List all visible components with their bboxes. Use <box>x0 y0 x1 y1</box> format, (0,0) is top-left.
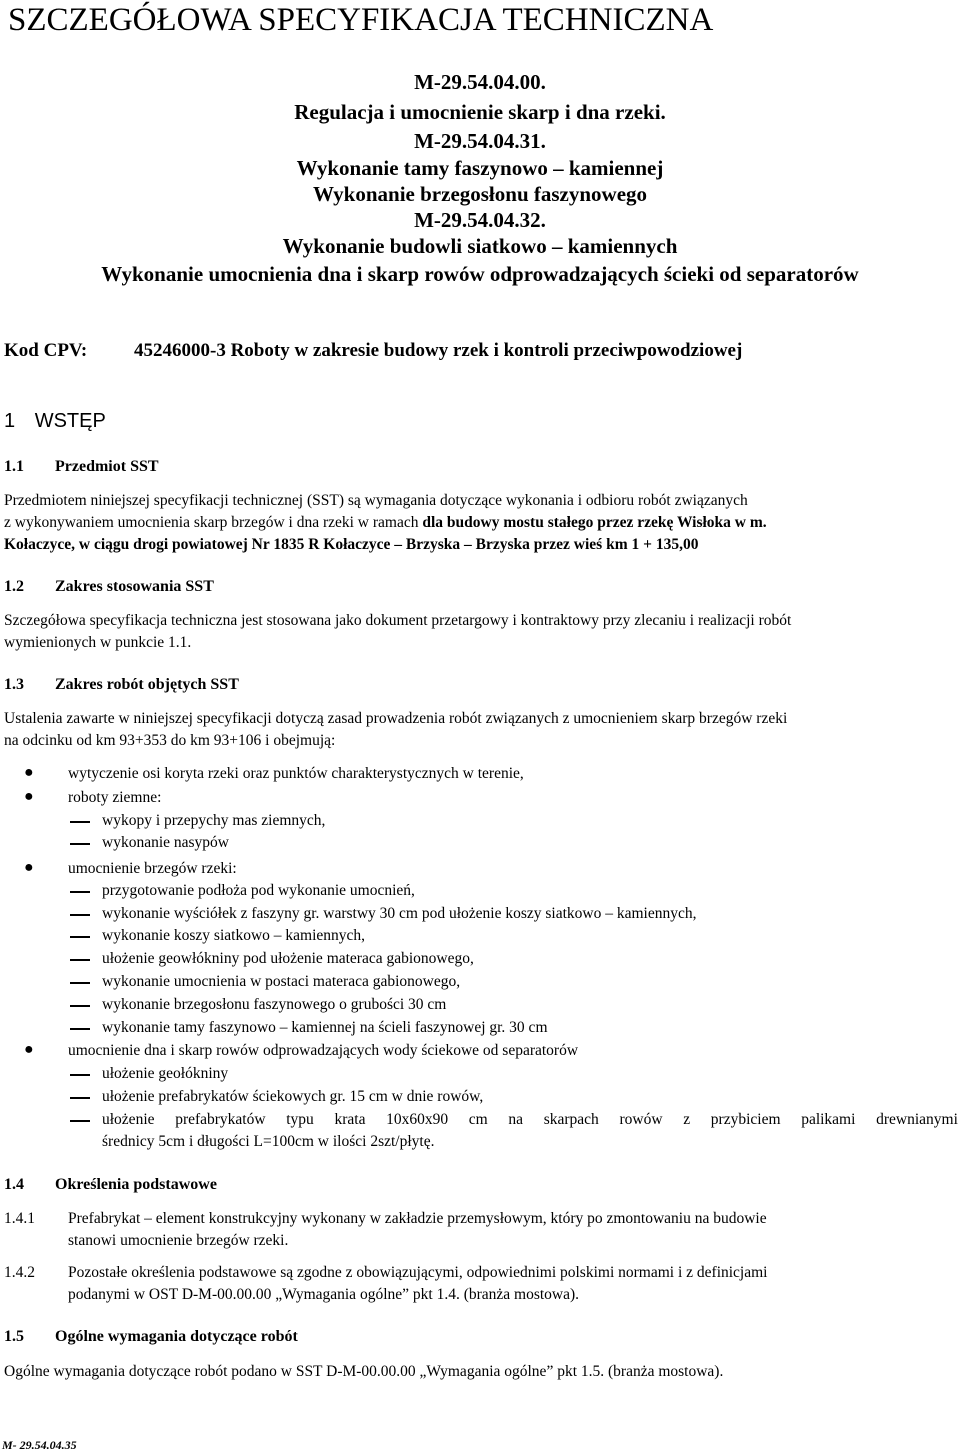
sub-list-item: ułożenie prefabrykatów ściekowych gr. 15 cm w dnie rowów, <box>102 1088 484 1105</box>
sub-list-item: wykonanie koszy siatkowo – kamiennych, <box>102 927 366 944</box>
word: skarpach <box>543 1111 599 1128</box>
word: ułożenie <box>102 1111 155 1128</box>
bullet-icon: ● <box>24 1041 34 1058</box>
text-line: na odcinku od km 93+353 do km 93+106 i obejmują: <box>4 732 336 749</box>
sub-list-item-continuation: średnicy 5cm i długości L=100cm w ilości 2szt/płytę. <box>102 1133 435 1150</box>
dash-icon <box>70 982 90 984</box>
heading-title-2b: Wykonanie brzegosłonu faszynowego <box>312 182 648 206</box>
text-line: Ogólne wymagania dotyczące robót podano w SST D-M-00.00.00 „Wymagania ogólne” pkt 1.5. (branża mostowa). <box>4 1363 724 1380</box>
dash-icon <box>70 1120 90 1122</box>
text-line: Przedmiotem niniejszej specyfikacji technicznej (SST) są wymagania dotyczące wykonania i odbioru robót związanych <box>4 492 748 509</box>
section-number: 1.5 <box>4 1328 24 1345</box>
bullet-icon: ● <box>24 859 34 876</box>
s1-1-paragraph <box>4 490 958 556</box>
section-1-2-heading <box>4 578 504 600</box>
heading-title-2a: Wykonanie tamy faszynowo – kamiennej <box>296 156 664 180</box>
section-title: Przedmiot SST <box>55 458 159 475</box>
bullet-icon: ● <box>24 788 34 805</box>
heading-title-3a: Wykonanie budowli siatkowo – kamiennych <box>282 234 678 258</box>
sub-list-item: wykonanie brzegosłonu faszynowego o grubości 30 cm <box>102 996 447 1013</box>
word: rowów <box>619 1111 663 1128</box>
section-number: 1.1 <box>4 458 24 475</box>
text-line: Ustalenia zawarte w niniejszej specyfikacji dotyczą zasad prowadzenia robót związanych z umocnieniem skarp brzegów rzeki <box>4 710 788 727</box>
text-bold: dla budowy mostu stałego przez rzekę Wisłoka w m. <box>422 514 767 531</box>
section-number: 1 <box>4 410 16 432</box>
section-title: WSTĘP <box>34 410 106 432</box>
definition-text: podanymi w OST D-M-00.00.00 „Wymagania ogólne” pkt 1.4. (branża mostowa). <box>68 1286 580 1303</box>
bullet-icon: ● <box>24 764 34 781</box>
definition-number: 1.4.2 <box>4 1264 35 1281</box>
text-line: wymienionych w punkcie 1.1. <box>4 634 192 651</box>
page-footer: M- 29.54.04.35 <box>2 1438 77 1452</box>
dash-icon <box>70 936 90 938</box>
section-1-heading <box>4 410 106 433</box>
sub-list-item: wykonanie tamy faszynowo – kamiennej na ścieli faszynowej gr. 30 cm <box>102 1019 548 1036</box>
text-line <box>4 512 958 534</box>
heading-title-3b: Wykonanie umocnienia dna i skarp rowów odprowadzających ścieki od separatorów <box>101 262 859 286</box>
definition-text: Prefabrykat – element konstrukcyjny wykonany w zakładzie przemysłowym, który po zmontowaniu na budowie <box>68 1210 767 1227</box>
definition-number: 1.4.1 <box>4 1210 35 1227</box>
sub-list-item: wykopy i przepychy mas ziemnych, <box>102 812 326 829</box>
section-title: Zakres stosowania SST <box>55 578 214 595</box>
list-item: wytyczenie osi koryta rzeki oraz punktów charakterystycznych w terenie, <box>68 765 524 782</box>
cpv-value: 45246000-3 Roboty w zakresie budowy rzek i kontroli przeciwpowodziowej <box>134 340 743 361</box>
text-line: Kołaczyce, w ciągu drogi powiatowej Nr 1835 R Kołaczyce – Brzyska – Brzyska przez wieś km 1 + 135,00 <box>4 536 699 553</box>
cpv-label: Kod CPV: <box>4 340 88 361</box>
section-1-4-heading <box>4 1176 504 1198</box>
word: typu <box>286 1111 314 1128</box>
sub-list-item: ułożenie geołókniny <box>102 1065 229 1082</box>
sub-list-item: wykonanie umocnienia w postaci materaca gabionowego, <box>102 973 461 990</box>
dash-icon <box>70 1028 90 1030</box>
heading-code-2: M-29.54.04.31. <box>414 129 546 153</box>
word: krata <box>334 1111 366 1128</box>
sub-list-item: ułożenie geowłókniny pod ułożenie materaca gabionowego, <box>102 950 474 967</box>
dash-icon <box>70 959 90 961</box>
section-title: Określenia podstawowe <box>55 1176 217 1193</box>
heading-title-1: Regulacja i umocnienie skarp i dna rzeki. <box>294 100 666 124</box>
word: przybiciem <box>710 1111 781 1128</box>
word: palikami <box>801 1111 856 1128</box>
dash-icon <box>70 821 90 823</box>
list-item: roboty ziemne: <box>68 789 162 806</box>
word: na <box>508 1111 524 1128</box>
word: 10x60x90 <box>386 1111 449 1128</box>
section-number: 1.2 <box>4 578 24 595</box>
sub-list-item <box>102 1109 958 1131</box>
section-1-1-heading <box>4 458 504 480</box>
dash-icon <box>70 914 90 916</box>
definition-text: stanowi umocnienie brzegów rzeki. <box>68 1232 289 1249</box>
dash-icon <box>70 1005 90 1007</box>
list-item: umocnienie dna i skarp rowów odprowadzających wody ściekowe od separatorów <box>68 1042 579 1059</box>
dash-icon <box>70 891 90 893</box>
dash-icon <box>70 843 90 845</box>
section-title: Zakres robót objętych SST <box>55 676 239 693</box>
section-1-3-heading <box>4 676 504 698</box>
section-number: 1.4 <box>4 1176 24 1193</box>
text-line: Szczegółowa specyfikacja techniczna jest stosowana jako dokument przetargowy i kontraktowy przy zlecaniu i realizacji robót <box>4 612 792 629</box>
list-item: umocnienie brzegów rzeki: <box>68 860 237 877</box>
document-title: SZCZEGÓŁOWA SPECYFIKACJA TECHNICZNA <box>8 2 714 38</box>
justified-line <box>102 1109 958 1131</box>
dash-icon <box>70 1074 90 1076</box>
word: cm <box>468 1111 488 1128</box>
word: prefabrykatów <box>175 1111 266 1128</box>
section-title: Ogólne wymagania dotyczące robót <box>55 1328 298 1345</box>
definition-text: Pozostałe określenia podstawowe są zgodne z obowiązującymi, odpowiednimi polskimi normami i z definicjami <box>68 1264 768 1281</box>
heading-code-3: M-29.54.04.32. <box>414 208 546 232</box>
sub-list-item: przygotowanie podłoża pod wykonanie umocnień, <box>102 882 415 899</box>
sub-list-item: wykonanie nasypów <box>102 834 229 851</box>
sub-list-item: wykonanie wyściółek z faszyny gr. warstwy 30 cm pod ułożenie koszy siatkowo – kamiennych, <box>102 905 697 922</box>
dash-icon <box>70 1097 90 1099</box>
heading-code-1: M-29.54.04.00. <box>414 70 546 94</box>
section-number: 1.3 <box>4 676 24 693</box>
word: drewnianymi <box>876 1111 958 1128</box>
section-1-5-heading <box>4 1328 504 1350</box>
text-normal: z wykonywaniem umocnienia skarp brzegów i dna rzeki w ramach <box>4 514 423 531</box>
word: z <box>683 1111 691 1128</box>
